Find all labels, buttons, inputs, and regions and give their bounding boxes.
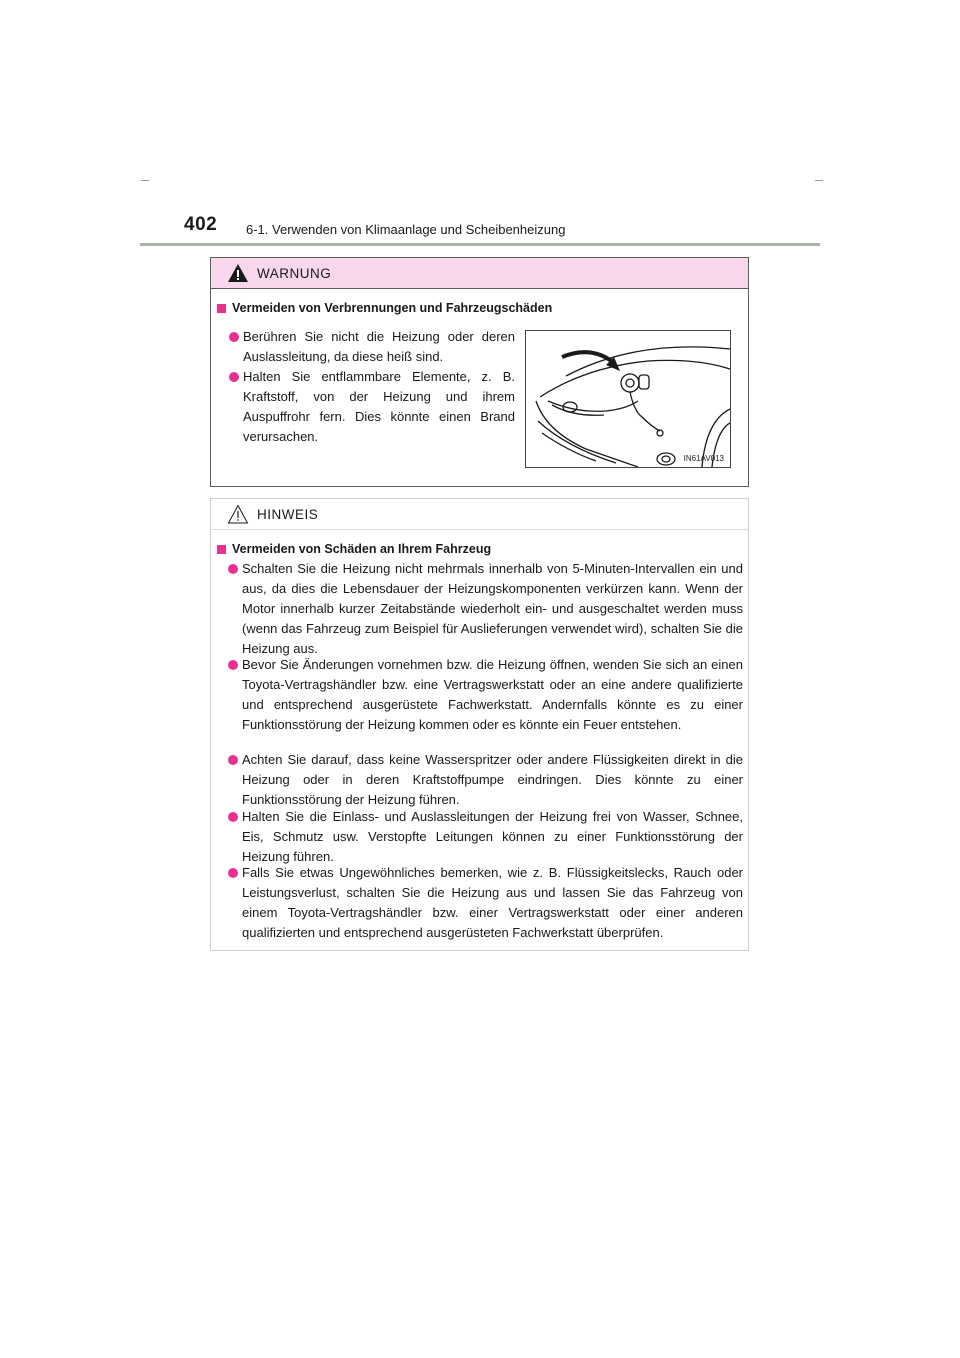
warning-item-text: Halten Sie entflammbare Elemente, z. B. Kraftstoff, von der Heizung und ihrem Auspuffrohr fern. Dies könnte einen Brand verursachen.	[243, 369, 515, 444]
warning-header	[211, 258, 748, 289]
crop-mark-right	[815, 180, 823, 181]
bullet-dot-icon	[229, 372, 239, 382]
bullet-dot-icon	[228, 755, 238, 765]
figure-code: IN61AV013	[683, 454, 724, 463]
page-number: 402	[184, 214, 218, 235]
hint-item-text: Schalten Sie die Heizung nicht mehrmals innerhalb von 5-Minuten-Intervallen ein und aus, da dies die Lebensdauer der Heizungskomponenten verkürzen kann. Wenn der Motor innerhalb kurzer Zeitabstände wiederholt ein- und ausgeschaltet werden muss (wenn das Fahrzeug zum Beispiel für Auslieferungen verwendet wird), schalten Sie die Heizung aus.	[242, 561, 743, 656]
hint-item	[242, 750, 743, 810]
hint-item	[242, 863, 743, 943]
car-heater-illustration	[525, 330, 731, 468]
warning-item	[243, 327, 515, 367]
hint-header	[211, 499, 748, 530]
bullet-dot-icon	[229, 332, 239, 342]
hint-subheading-text: Vermeiden von Schäden an Ihrem Fahrzeug	[232, 542, 492, 556]
bullet-dot-icon	[228, 812, 238, 822]
hint-item-text: Bevor Sie Änderungen vornehmen bzw. die Heizung öffnen, wenden Sie sich an einen Toyota-Vertragshändler bzw. eine Vertragswerkstatt oder an eine andere qualifizierte und entsprechend ausgerüstete Fachwerkstatt. Andernfalls könnte es zu einer Funktionsstörung der Heizung kommen oder es könnte ein Feuer entstehen.	[242, 657, 743, 732]
car-front-icon	[526, 331, 730, 467]
hint-item	[242, 559, 743, 659]
warning-title: WARNUNG	[257, 265, 332, 281]
warning-triangle-icon	[227, 263, 249, 283]
caution-triangle-icon	[227, 504, 249, 524]
bullet-dot-icon	[228, 660, 238, 670]
warning-item	[243, 367, 515, 447]
hint-item-text: Halten Sie die Einlass- und Auslassleitungen der Heizung frei von Wasser, Schnee, Eis, Schmutz usw. Verstopfte Leitungen können zu einer Funktionsstörung der Heizung führen.	[242, 809, 743, 864]
crop-mark-left	[141, 180, 149, 181]
warning-subheading-text: Vermeiden von Verbrennungen und Fahrzeugschäden	[232, 301, 553, 315]
warning-item-text: Berühren Sie nicht die Heizung oder deren Auslassleitung, da diese heiß sind.	[243, 329, 515, 364]
bullet-dot-icon	[228, 868, 238, 878]
hint-item-text: Achten Sie darauf, dass keine Wasserspritzer oder andere Flüssigkeiten direkt in die Heizung oder in deren Kraftstoffpumpe eindringen. Dies könnte zu einer Funktionsstörung der Heizung führen.	[242, 752, 743, 807]
hint-subheading	[217, 542, 491, 556]
square-bullet-icon	[217, 304, 226, 313]
section-title: 6-1. Verwenden von Klimaanlage und Scheibenheizung	[246, 222, 566, 237]
bullet-dot-icon	[228, 564, 238, 574]
warning-subheading	[217, 301, 552, 315]
square-bullet-icon	[217, 545, 226, 554]
hint-item	[242, 655, 743, 735]
hint-item	[242, 807, 743, 867]
header-rule	[140, 243, 820, 246]
hint-title: HINWEIS	[257, 506, 319, 522]
hint-item-text: Falls Sie etwas Ungewöhnliches bemerken, wie z. B. Flüssigkeitslecks, Rauch oder Leistungsverlust, schalten Sie die Heizung aus und lassen Sie das Fahrzeug von einem Toyota-Vertragshändler bzw. einer Vertragswerkstatt oder einer anderen qualifizierten und entsprechend ausgerüsteten Fachwerkstatt überprüfen.	[242, 865, 743, 940]
